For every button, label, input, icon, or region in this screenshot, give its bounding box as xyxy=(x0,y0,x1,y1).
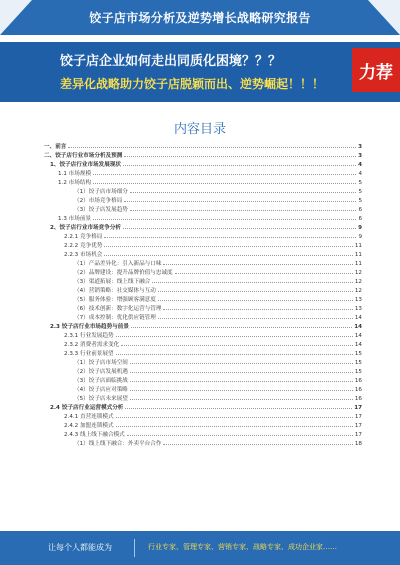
toc-entry-label: 一、前言 xyxy=(44,144,67,150)
report-title: 饺子店市场分析及逆势增长战略研究报告 xyxy=(89,11,311,25)
toc-entry[interactable] xyxy=(44,349,362,358)
toc-entry-label: （1）产品差异化：引入新品与口味 xyxy=(74,261,162,267)
toc-entry-label: （5）服务体验：增强顾客满意度 xyxy=(74,297,156,303)
toc-entry[interactable] xyxy=(44,142,362,151)
footer-bar xyxy=(0,531,400,565)
toc-entry-page: 16 xyxy=(354,378,362,384)
toc-leader-dots xyxy=(163,439,352,445)
toc-entry-label: 2.4.1 直营连锁模式 xyxy=(64,414,114,420)
toc-entry-label: （5）饺子店未来展望 xyxy=(74,396,128,402)
toc-entry-page: 11 xyxy=(354,252,362,258)
toc-entry-label: （3）渠道拓展：线上线下融合 xyxy=(74,279,151,285)
toc-heading: 内容目录 xyxy=(173,122,226,137)
toc-entry-page: 11 xyxy=(354,243,362,249)
toc-entry-label: 2.4 饺子店行业运营模式分析 xyxy=(50,405,124,411)
toc-entry-label: 2.2.2 竞争优势 xyxy=(64,243,103,249)
toc-leader-dots xyxy=(130,205,357,211)
toc-leader-dots xyxy=(163,304,352,310)
footer-slogan: 让每个人都能成为 xyxy=(48,543,112,552)
toc-entry[interactable] xyxy=(44,268,362,277)
toc-entry[interactable] xyxy=(44,403,362,412)
toc-leader-dots xyxy=(163,259,352,265)
toc-entry[interactable] xyxy=(44,187,362,196)
toc-entry-label: 1.3 市场前景 xyxy=(58,216,92,222)
toc-entry[interactable] xyxy=(44,430,362,439)
toc-entry[interactable] xyxy=(44,214,362,223)
toc-entry[interactable] xyxy=(44,259,362,268)
toc-entry-label: 2、饺子店行业市场竞争分析 xyxy=(50,225,122,231)
toc-leader-dots xyxy=(175,268,353,274)
toc-leader-dots xyxy=(158,286,353,292)
toc-entry-label: （4）饺子店应对策略 xyxy=(74,387,128,393)
toc-entry-page: 17 xyxy=(354,423,362,429)
toc-entry[interactable] xyxy=(44,385,362,394)
toc-entry-label: 2.4.2 加盟连锁模式 xyxy=(64,423,114,429)
toc-entry-label: 2.4.3 线上线下融合模式 xyxy=(64,432,125,438)
toc-leader-dots xyxy=(116,412,353,418)
toc-entry-page: 15 xyxy=(354,369,362,375)
toc-entry-page: 15 xyxy=(354,351,362,357)
toc-entry[interactable] xyxy=(44,196,362,205)
top-header-bar xyxy=(0,0,400,35)
toc-leader-dots xyxy=(104,241,352,247)
toc-entry-label: 1.2 市场结构 xyxy=(58,180,92,186)
toc-entry[interactable] xyxy=(44,223,362,232)
toc-entry-page: 3 xyxy=(358,153,362,159)
toc-leader-dots xyxy=(123,223,356,229)
toc-leader-dots xyxy=(93,214,356,220)
toc-entry-label: 2.3.2 消费者需求变化 xyxy=(64,342,120,348)
toc-leader-dots xyxy=(130,376,353,382)
toc-entry-page: 3 xyxy=(358,144,362,150)
toc-entry-label: 2.3.1 行业发展趋势 xyxy=(64,333,114,339)
toc-entry-page: 9 xyxy=(358,225,362,231)
toc-entry[interactable] xyxy=(44,241,362,250)
toc-entry-label: 1.1 市场规模 xyxy=(58,171,92,177)
toc-entry[interactable] xyxy=(44,367,362,376)
toc-leader-dots xyxy=(158,313,353,319)
toc-entry-label: （2）市场竞争格局 xyxy=(74,198,123,204)
toc-leader-dots xyxy=(125,403,352,409)
toc-entry-label: （3）饺子店发展趋势 xyxy=(74,207,128,213)
footer-roles: 行业专家、管理专家、营销专家、战略专家、成功企业家…… xyxy=(148,543,337,551)
toc-entry-page: 15 xyxy=(354,360,362,366)
toc-entry[interactable] xyxy=(44,304,362,313)
toc-entry[interactable] xyxy=(44,340,362,349)
toc-entry-page: 12 xyxy=(354,270,362,276)
toc-leader-dots xyxy=(116,331,353,337)
toc-entry[interactable] xyxy=(44,313,362,322)
toc-entry-page: 6 xyxy=(358,207,362,213)
banner-subheadline: 差异化战略助力饺子店脱颖而出、逆势崛起！！！ xyxy=(60,77,325,91)
toc-entry-page: 5 xyxy=(358,198,362,204)
toc-entry-page: 12 xyxy=(354,279,362,285)
toc-entry-label: （2）饺子店发展机遇 xyxy=(74,369,128,375)
toc-leader-dots xyxy=(104,232,356,238)
toc-leader-dots xyxy=(152,277,353,283)
toc-entry-page: 14 xyxy=(354,315,362,321)
toc-entry[interactable] xyxy=(44,232,362,241)
toc-entry[interactable] xyxy=(44,331,362,340)
toc-leader-dots xyxy=(123,160,356,166)
toc-entry-label: （1）饺子店市场空间 xyxy=(74,360,128,366)
toc-entry-label: （4）营销策略：社交媒体与互动 xyxy=(74,288,156,294)
toc-entry-page: 13 xyxy=(354,297,362,303)
toc-entry-page: 16 xyxy=(354,387,362,393)
toc-entry-label: （7）成本控制：优化供应链管理 xyxy=(74,315,156,321)
toc-entry[interactable] xyxy=(44,169,362,178)
toc-leader-dots xyxy=(121,340,353,346)
toc-leader-dots xyxy=(124,196,356,202)
toc-leader-dots xyxy=(104,250,352,256)
toc-leader-dots xyxy=(93,169,356,175)
toc-leader-dots xyxy=(131,322,352,328)
toc-entry-page: 4 xyxy=(358,162,362,168)
toc-entry-page: 17 xyxy=(354,414,362,420)
footer-divider xyxy=(134,539,135,557)
toc-leader-dots xyxy=(127,430,353,436)
toc-entry[interactable] xyxy=(44,160,362,169)
toc-entry-label: 1、饺子店行业市场发展现状 xyxy=(50,162,122,168)
toc-leader-dots xyxy=(130,394,353,400)
toc-entry-page: 6 xyxy=(358,216,362,222)
toc-leader-dots xyxy=(68,142,356,148)
toc-entry-page: 13 xyxy=(354,306,362,312)
toc-entry-label: （3）饺子店面临挑战 xyxy=(74,378,128,384)
toc-entry-page: 5 xyxy=(358,180,362,186)
toc-entry[interactable] xyxy=(44,439,362,448)
toc-entry[interactable] xyxy=(44,376,362,385)
toc-entry-page: 17 xyxy=(354,405,362,411)
toc-entry[interactable] xyxy=(44,205,362,214)
toc-leader-dots xyxy=(130,385,353,391)
toc-entry-label: 2.2.1 竞争格局 xyxy=(64,234,103,240)
toc-entry[interactable] xyxy=(44,250,362,259)
toc-entry[interactable] xyxy=(44,412,362,421)
toc-leader-dots xyxy=(130,367,353,373)
toc-entry-page: 9 xyxy=(358,234,362,240)
toc-entry[interactable] xyxy=(44,151,362,160)
banner-headline: 饺子店企业如何走出同质化困境？？？ xyxy=(60,54,282,69)
toc-entry-label: 2.3.3 行业前景展望 xyxy=(64,351,114,357)
toc-leader-dots xyxy=(158,295,353,301)
toc-entry-label: （1）饺子店市场细分 xyxy=(74,189,128,195)
toc-entry-page: 14 xyxy=(354,342,362,348)
promo-banner xyxy=(0,42,400,102)
toc-leader-dots xyxy=(116,421,353,427)
toc-entry[interactable] xyxy=(44,322,362,331)
toc-entry-page: 14 xyxy=(354,333,362,339)
recommend-badge: 力荐 xyxy=(352,48,400,92)
toc-entry[interactable] xyxy=(44,358,362,367)
toc-entry-label: （1）线上线下融合：外卖平台合作 xyxy=(74,441,162,447)
table-of-contents xyxy=(44,142,362,448)
toc-entry[interactable] xyxy=(44,394,362,403)
toc-leader-dots xyxy=(124,151,356,157)
toc-leader-dots xyxy=(93,178,356,184)
toc-entry[interactable] xyxy=(44,286,362,295)
toc-entry-page: 18 xyxy=(354,441,362,447)
toc-entry-label: （2）品牌建设：提升品牌价值与忠诚度 xyxy=(74,270,173,276)
toc-entry-label: 二、饺子店行业市场分析及预测 xyxy=(44,153,123,159)
toc-entry-page: 14 xyxy=(354,324,362,330)
toc-entry-page: 16 xyxy=(354,396,362,402)
toc-leader-dots xyxy=(116,349,353,355)
toc-entry-label: 2.2.3 市场机会 xyxy=(64,252,103,258)
toc-entry-page: 17 xyxy=(354,432,362,438)
toc-entry-page: 12 xyxy=(354,288,362,294)
toc-entry[interactable] xyxy=(44,178,362,187)
toc-leader-dots xyxy=(130,187,357,193)
toc-entry-label: 2.3 饺子店行业市场趋势与前景 xyxy=(50,324,129,330)
toc-entry-page: 11 xyxy=(354,261,362,267)
toc-entry-page: 5 xyxy=(358,189,362,195)
toc-entry[interactable] xyxy=(44,277,362,286)
toc-entry[interactable] xyxy=(44,421,362,430)
toc-entry-page: 4 xyxy=(358,171,362,177)
toc-entry-label: （6）技术创新：数字化运营与管理 xyxy=(74,306,162,312)
toc-leader-dots xyxy=(130,358,353,364)
toc-entry[interactable] xyxy=(44,295,362,304)
